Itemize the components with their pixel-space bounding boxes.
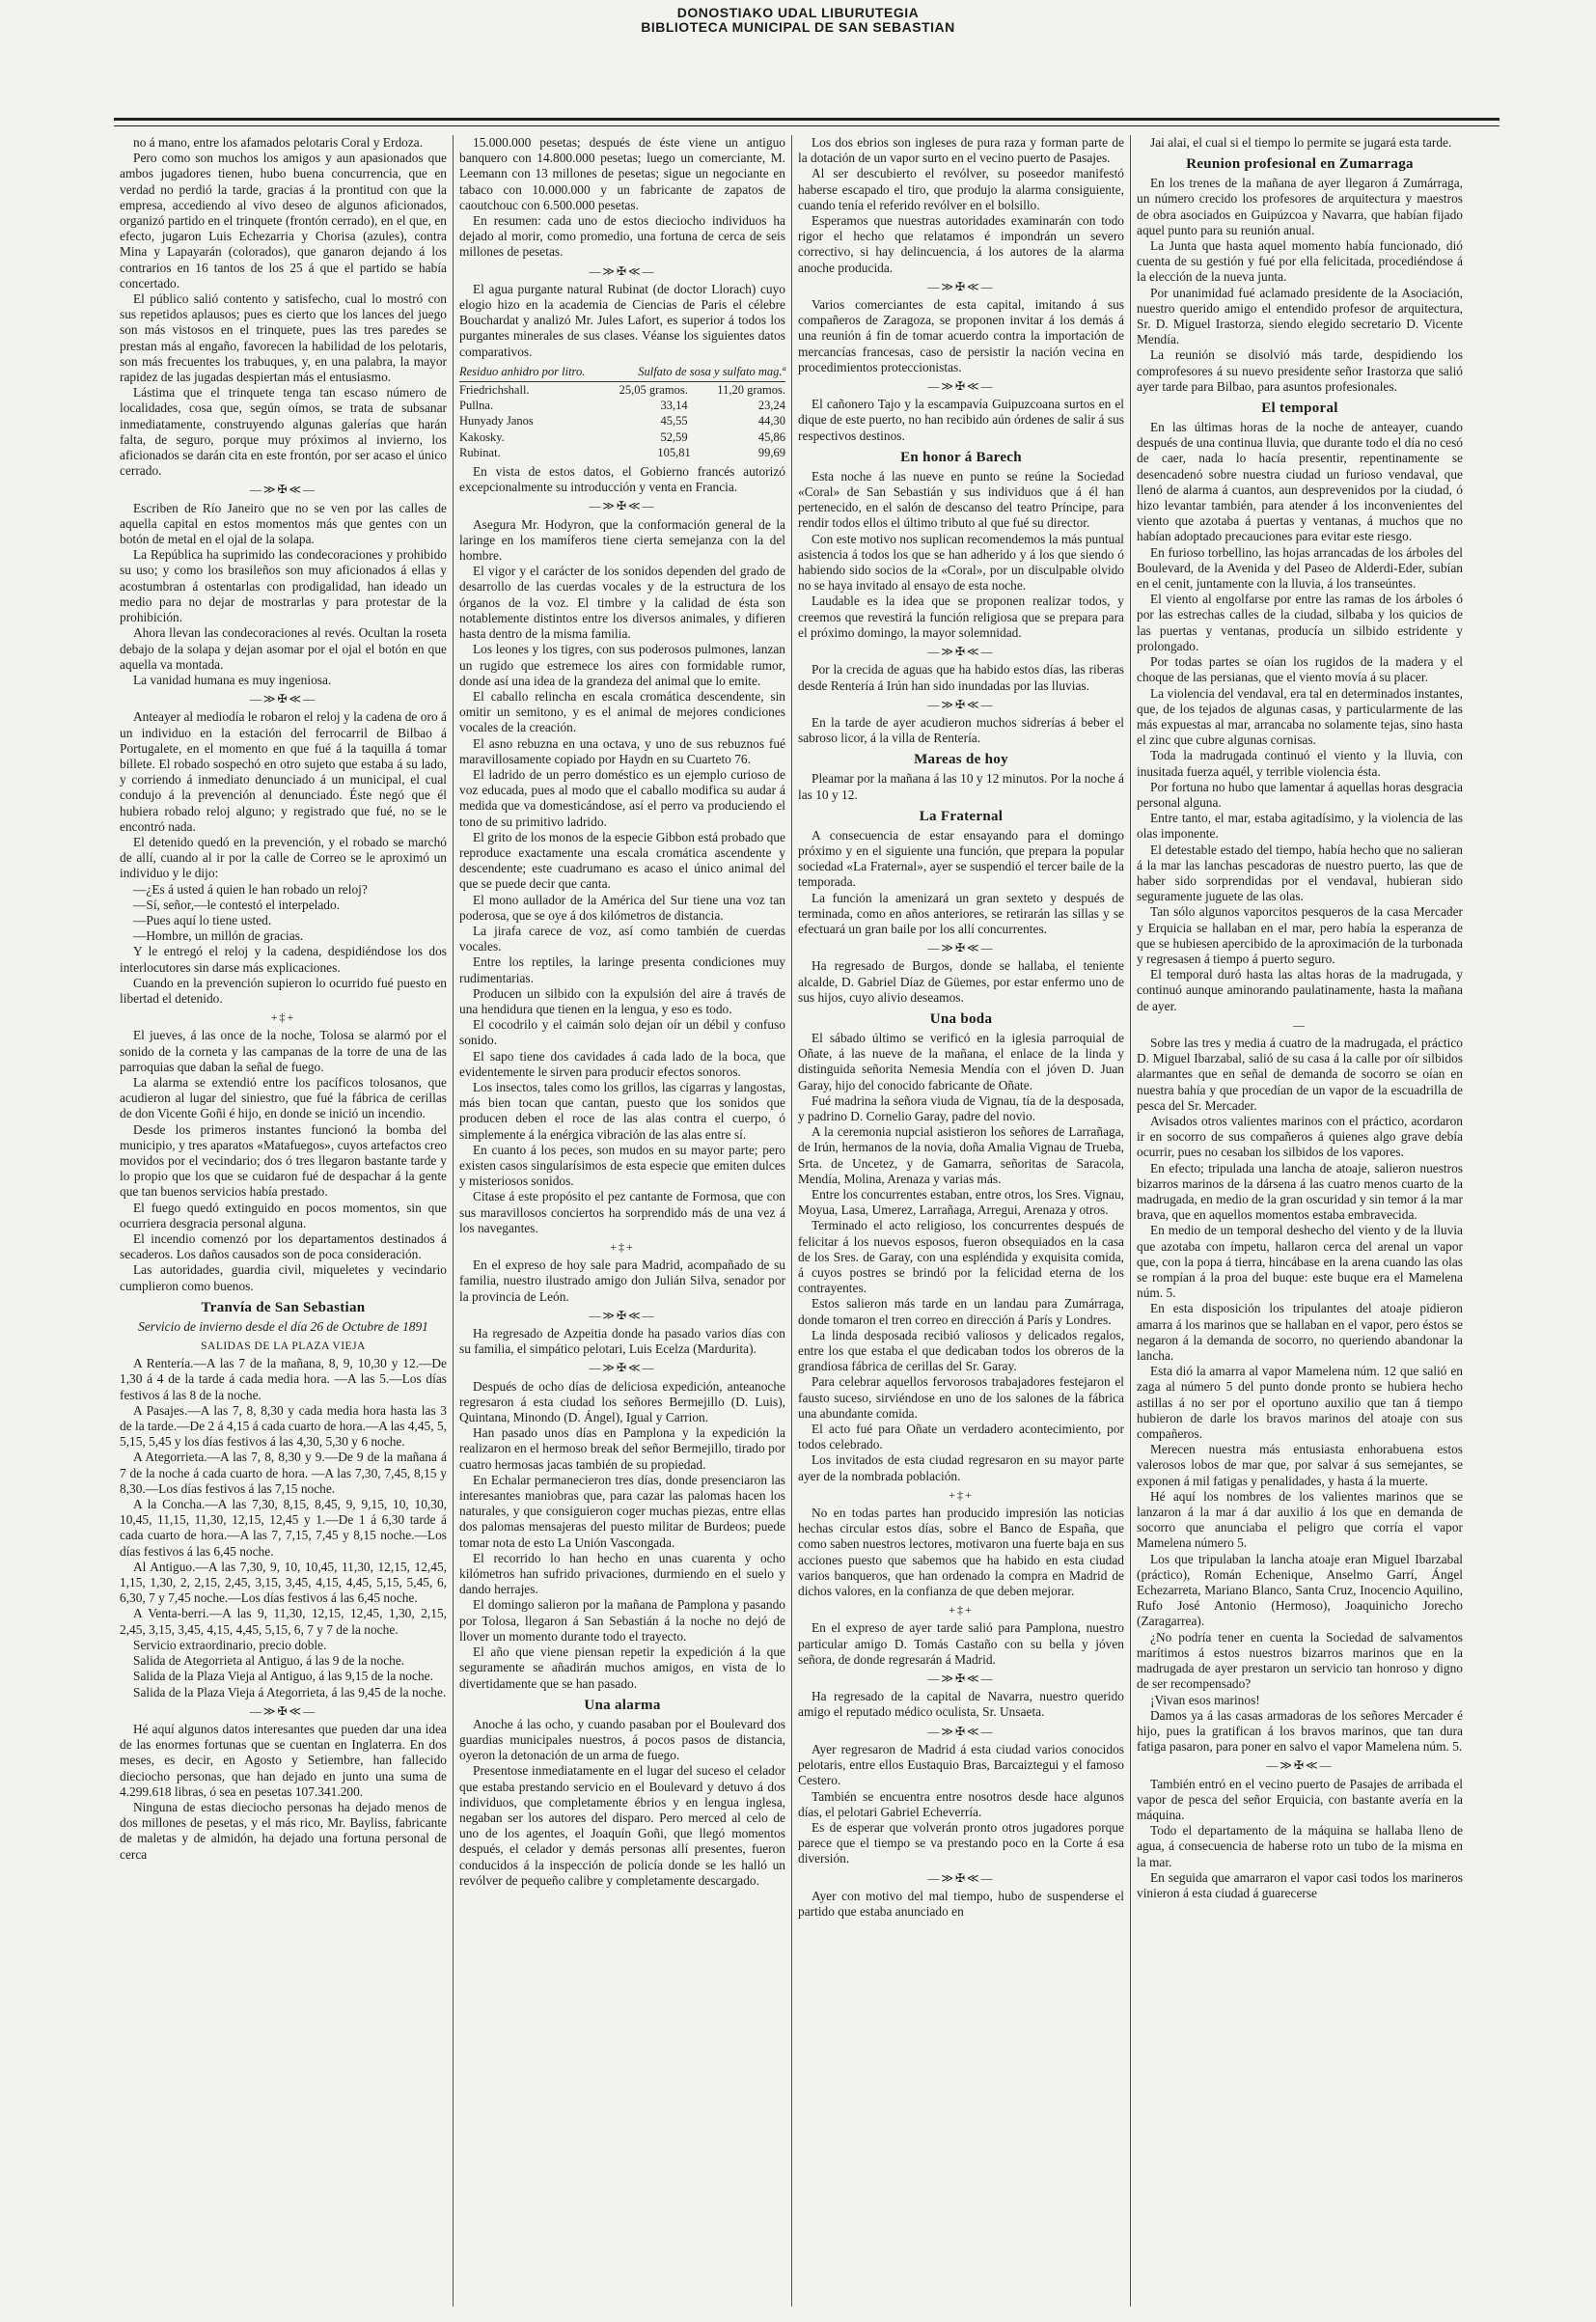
ornament-separator: —≫✠≪— xyxy=(927,379,995,394)
mineral-water-table xyxy=(459,364,785,460)
table-cell: 44,30 xyxy=(757,414,785,428)
ornament-separator: —≫✠≪— xyxy=(927,1672,995,1686)
paragraph: Asegura Mr. Hodyron, que la conformación general de la laringe en los mamíferos tiene cierta semejanza con la del hombre. xyxy=(459,516,785,564)
section-heading: Reunion profesional en Zumarraga xyxy=(1186,156,1414,173)
table-row xyxy=(459,445,785,460)
section-subheading: Servicio de invierno desde el día 26 de Octubre de 1891 xyxy=(138,1318,428,1334)
ornament-separator: —≫✠≪— xyxy=(927,279,995,293)
paragraph: El sapo tiene dos cavidades á cada lado de la boca, que evidentemente le sirven para producir efectos sonoros. xyxy=(459,1048,785,1079)
paragraph: Ha regresado de Burgos, donde se hallaba, el teniente alcalde, D. Gabriel Díaz de Güemes, por estar enfermo uno de sus hijos, cuyo alivio deseamos. xyxy=(798,958,1124,1005)
paragraph: No en todas partes han producido impresión las noticias hechas circular estos días, sobre el Banco de España, que como saben nuestros lectores, motivaron una fuerte baja en sus acciones puesto que sabemos que ha habido en esta ciudad varios banqueros, que han ordenado la compra en Madrid de dichos valores, en la confianza de que deben mejorar. xyxy=(798,1506,1124,1599)
table-row xyxy=(459,413,785,428)
ornament-separator: +‡+ xyxy=(949,1603,974,1617)
paragraph: La vanidad humana es muy ingeniosa. xyxy=(133,672,332,687)
paragraph: ¡Vivan esos marinos! xyxy=(1150,1692,1260,1707)
paragraph: Por todas partes se oían los rugidos de la madera y el choque de las persianas, que el viento movía á su placer. xyxy=(1137,654,1463,685)
column-4 xyxy=(1130,135,1469,2307)
table-cell: Hunyady Janos xyxy=(459,414,534,428)
paragraph: El acto fué para Oñate un verdadero acontecimiento, por todos celebrado. xyxy=(798,1422,1124,1452)
paragraph: Damos ya á las casas armadoras de los señores Mercader é hijo, pues la gratifican á los bravos marinos, que tan dura fatiga pasaron, para poner en salvo el vapor Mamelena núm. 5. xyxy=(1137,1707,1463,1755)
table-header-right: Sulfato de sosa y sulfato mag.ª xyxy=(638,364,785,378)
column-2 xyxy=(453,135,791,2307)
paragraph: El ladrido de un perro doméstico es un ejemplo curioso de voz educada, pues al modo que el caballo modifica su audar á medida que va domesticándose, así el perro va produciendo el tono de su primitivo ladrido. xyxy=(459,766,785,829)
table-cell: 45,86 xyxy=(757,429,785,444)
table-cell: 105,81 xyxy=(657,445,691,459)
paragraph: Tan sólo algunos vaporcitos pesqueros de la casa Mercader y Erquicia se hallaban en el mar, pero había la esperanza de que se hubiesen apercibido de la aproximación de la turbonada y regresasen á tiempo á puerto seguro. xyxy=(1137,904,1463,966)
table-cell: 99,69 xyxy=(757,445,785,459)
paragraph: La República ha suprimido las condecoraciones y prohibido su uso; y como los brasileños son muy aficionados á ellas y acostumbran á ostentarlas con prodigalidad, han ideado un medio para no dejar de mostrarlas y para protestar de la prohibición. xyxy=(120,547,447,625)
ornament-separator: —≫✠≪— xyxy=(249,1703,317,1718)
timetable-entry: A Rentería.—A las 7 de la mañana, 8, 9, 10,30 y 12.—De 1,30 á 4 de la tarde á cada media hora. —A las 5.—Los días festivos á las 8 de la noche. xyxy=(120,1356,447,1402)
ornament-separator: +‡+ xyxy=(270,1010,296,1025)
archive-stamp-line-1: DONOSTIAKO UDAL LIBURUTEGIA xyxy=(676,5,920,20)
ornament-separator: —≫✠≪— xyxy=(1266,1758,1334,1773)
paragraph: El agua purgante natural Rubinat (de doctor Llorach) cuyo elogio hizo en la academia de Ciencias de Paris el célebre Bouchardat y analizó Mr. Jules Lafort, es superior á todos los purgantes minerales de sus clases. Véanse los siguientes datos comparativos. xyxy=(459,281,785,359)
timetable-caption: SALIDAS DE LA PLAZA VIEJA xyxy=(201,1341,366,1353)
paragraph: En Echalar permanecieron tres días, donde presenciaron las interesantes maniobras que, para cazar las palomas hacen los naturales, y que consiguieron coger muchas piezas, entre ellas dos palomas mensajeras del puesto militar de Burdeos; puede tomar nota de esto La Unión Vascongada. xyxy=(459,1472,785,1550)
paragraph: La Junta que hasta aquel momento había funcionado, dió cuenta de su gestión y fué por ella felicitada, procediéndose á la elección de la nueva junta. xyxy=(1137,238,1463,285)
paragraph: El mono aullador de la América del Sur tiene una voz tan poderosa, que se oye á dos kilómetros de distancia. xyxy=(459,892,785,923)
paragraph: En esta disposición los tripulantes del atoaje pidieron amarra á los marinos que se hallaban en el vapor, pero éstos se negaron á la demanda de socorro, no queriendo abandonar la lancha. xyxy=(1137,1301,1463,1364)
paragraph: El domingo salieron por la mañana de Pamplona y pasando por Tolosa, llegaron á San Sebastián á la noche no dejó de llover un momento durante todo el trayecto. xyxy=(459,1597,785,1644)
paragraph: El año que viene piensan repetir la expedición á la que seguramente se añadirán muchos amigos, en vista de lo divertidamente que se han pasado. xyxy=(459,1645,785,1691)
paragraph: La alarma se extendió entre los pacíficos tolosanos, que acudieron al lugar del siniestro, que fué la fábrica de cerillas de don Vicente Goñi é hijo, en donde se inició un incendio. xyxy=(120,1074,447,1121)
table-cell: Friedrichshall. xyxy=(459,383,530,398)
paragraph: Presentose inmediatamente en el lugar del suceso el celador que estaba prestando servicio en el Boulevard y detuvo á dos individuos, que completamente ébrios y en lengua inglesa, negaban ser los autores del disparo. Pero merced al celo de uno de los agentes, el Joaquín Goñi, que llegó momentos después, el celador y demás personas allí presentes, fueron conducidos á la inspección de policía donde se les halló un revólver de pequeño calibre y completamente descargado. xyxy=(459,1763,785,1888)
section-heading: Mareas de hoy xyxy=(914,752,1008,768)
paragraph: En el expreso de ayer tarde salió para Pamplona, nuestro particular amigo D. Tomás Castaño con su bella y jóven señora, de donde regresarán á Madrid. xyxy=(798,1620,1124,1667)
timetable-entry: A Venta-berri.—A las 9, 11,30, 12,15, 12,45, 1,30, 2,15, 2,45, 3,15, 3,45, 4,15, 4,45, 5,15, 6, 7 y 7 de la noche. xyxy=(120,1606,447,1637)
paragraph: Hé aquí algunos datos interesantes que pueden dar una idea de las enormes fortunas que se cuentan en Inglaterra. En dos meses, es decir, en Agosto y Setiembre, han fallecido dieciocho personas, que han dejado en junto una suma de 4.299.618 libras, ó sea en pesetas 107.341.200. xyxy=(120,1721,447,1799)
paragraph: El temporal duró hasta las altas horas de la madrugada, y continuó aunque aminorando paulatinamente, hasta la mañana de ayer. xyxy=(1137,967,1463,1013)
paragraph: Lástima que el trinquete tenga tan escaso número de localidades, cosa que, según oímos, se trata de subsanar inmediatamente, construyendo algunas galerías que harán falta, de seguro, porque muy próximos al invierno, los aficionados se darán cita en este frontón, por ser acaso el único cerrado. xyxy=(120,385,447,479)
table-cell: 25,05 gramos. xyxy=(619,383,688,398)
table-row xyxy=(459,382,785,398)
paragraph: Los dos ebrios son ingleses de pura raza y forman parte de la dotación de un vapor surto en el vecino puerto de Pasajes. xyxy=(798,135,1124,166)
paragraph: Entre tanto, el mar, estaba agitadísimo, y la violencia de las olas imponente. xyxy=(1137,811,1463,842)
paragraph: En las últimas horas de la noche de anteayer, cuando después de una continua lluvia, que durante todo el día no cesó de caer, nada lo hacía presentir, repentinamente se desencadenó sobre nuestra ciudad un furioso vendaval, que llenó de alarma á cuantos, aun desprevenidos por la ciudad, ó hizo levantar también, para atender á los inconvenientes del viento que azotaba á puertas y ventanas, á muchos que no habían adoptado precauciones para evitar este riesgo. xyxy=(1137,420,1463,544)
timetable-entry: Salida de la Plaza Vieja al Antiguo, á las 9,15 de la noche. xyxy=(133,1669,433,1684)
section-heading: Una alarma xyxy=(584,1697,661,1713)
table-cell: Pullna. xyxy=(459,399,494,413)
paragraph: Los insectos, tales como los grillos, las cigarras y langostas, más bien tocan que cantan, puesto que los sonidos que producen deben el roce de las alas contra el cuerpo, ó simplemente á la enérgica vibración de las alas entre sí. xyxy=(459,1079,785,1142)
paragraph: Para celebrar aquellos fervorosos trabajadores festejaron el fausto suceso, sirviéndose en uno de los salones de la fábrica una abundante comida. xyxy=(798,1374,1124,1421)
paragraph: En cuanto á los peces, son mudos en su mayor parte; pero existen casos singularísimos de esta especie que emiten dulces y misteriosos sonidos. xyxy=(459,1142,785,1189)
table-cell: 52,59 xyxy=(660,429,688,444)
paragraph: Pero como son muchos los amigos y aun apasionados que ambos jugadores tienen, hubo buena concurrencia, que en verdad no perdió la tarde, gracias á la prontitud con que la empresa, accediendo al vivo deseo de algunos aficionados, organizó partido en el trinquete (frontón cerrado), en el que, en efecto, jugaron Luis Echezarria y Chorisa (azules), contra Mina y Lapayarán (colorados), que ganaron dejando á los contrarios en 16 tantos de los 25 á que el partido se había concertado. xyxy=(120,151,447,290)
ornament-separator: —≫✠≪— xyxy=(589,499,656,513)
paragraph: Hé aquí los nombres de los valientes marinos que se lanzaron á la mar á dar auxilio á los que en demanda de socorro que anunciaba el peligro que corría el vapor Mamelena número 5. xyxy=(1137,1488,1463,1551)
paragraph: Ninguna de estas dieciocho personas ha dejado menos de dos millones de pesetas, y el más rico, Mr. Bayliss, fabricante de maletas y de almidón, ha dejado una fortuna personal de cerca xyxy=(120,1799,447,1862)
paragraph: Fué madrina la señora viuda de Vignau, tía de la desposada, y padrino D. Cornelio Garay, padre del novio. xyxy=(798,1092,1124,1123)
table-row xyxy=(459,398,785,413)
paragraph: En efecto; tripulada una lancha de atoaje, salieron nuestros bizarros marinos de la dársena á las cuatro menos cuarto de la madrugada, en medio de la gran oscuridad y sin temor á la mar brava, que en aquellos momentos estaba embravecida. xyxy=(1137,1160,1463,1223)
paragraph: La función la amenizará un gran sexteto y después de terminada, como en años anteriores, se retirarán las sillas y se efectuará un gran baile por los allí concurrentes. xyxy=(798,890,1124,936)
ornament-separator: —≫✠≪— xyxy=(927,1870,995,1885)
section-heading: Tranvía de San Sebastian xyxy=(201,1299,366,1315)
paragraph: Sobre las tres y media á cuatro de la madrugada, el práctico D. Miguel Ibarzabal, salió de su casa á la calle por oír silbidos alarmantes que en señal de demanda de socorro se oían en nuestra bahía y que procedían de un vapor de la escuadrilla de pesca del Sr. Mercader. xyxy=(1137,1035,1463,1113)
archive-stamp-line-2: BIBLIOTECA MUNICIPAL DE SAN SEBASTIAN xyxy=(641,19,955,35)
ornament-separator: — xyxy=(1293,1017,1307,1032)
header-rule-thin xyxy=(114,125,1500,126)
paragraph: El detestable estado del tiempo, había hecho que no salieran á la mar las lanchas pescadoras de nuestro puerto, las que de haber sido sorprendidas por el vendaval, hubieran sido seguramente juguete de las olas. xyxy=(1137,842,1463,904)
paragraph: El viento al engolfarse por entre las ramas de los árboles ó por las estrechas calles de la ciudad, silbaba y los quicios de las puertas y ventanas, producía un silbido estridente y prolongado. xyxy=(1137,592,1463,653)
paragraph: El caballo relincha en escala cromática descendente, sin omitir un semitono, y es el animal de mejores condiciones vocales de la creación. xyxy=(459,688,785,735)
paragraph: Los invitados de esta ciudad regresaron en su mayor parte ayer de la nombrada población. xyxy=(798,1452,1124,1483)
ornament-separator: —≫✠≪— xyxy=(927,941,995,955)
section-heading: El temporal xyxy=(1261,401,1338,417)
paragraph: El recorrido lo han hecho en unas cuarenta y ocho kilómetros han sufrido privaciones, durmiendo en el suelo y dando herrajes. xyxy=(459,1550,785,1597)
section-heading: La Fraternal xyxy=(919,808,1004,824)
paragraph: El fuego quedó extinguido en pocos momentos, sin que ocurriera desgracia personal alguna. xyxy=(120,1200,447,1230)
table-header xyxy=(459,364,785,382)
paragraph: Ha regresado de Azpeitia donde ha pasado varios días con su familia, el simpático pelotari, Luis Ecelza (Mardurita). xyxy=(459,1326,785,1357)
paragraph: También se encuentra entre nosotros desde hace algunos días, el pelotari Gabriel Echeverría. xyxy=(798,1788,1124,1819)
paragraph: En medio de un temporal deshecho del viento y de la lluvia que azotaba con ímpetu, hallaron cerca del arenal un vapor que, con la popa á tierra, hincábase en la arena cuando las olas se rompían á la proa del buque: este buque era el Mamelena núm. 5. xyxy=(1137,1223,1463,1301)
paragraph: Ayer regresaron de Madrid á esta ciudad varios conocidos pelotaris, entre ellos Eustaquio Bras, Barcaiztegui y el famoso Cestero. xyxy=(798,1741,1124,1788)
paragraph: Todo el departamento de la máquina se hallaba lleno de agua, á consecuencia de haberse roto un tubo de la misma en la mar. xyxy=(1137,1823,1463,1869)
paragraph: Entre los concurrentes estaban, entre otros, los Sres. Vignau, Moyua, Lasa, Umerez, Larrañaga, Arregui, Arenaza y otros. xyxy=(798,1186,1124,1218)
paragraph: El grito de los monos de la especie Gibbon está probado que reproduce exactamente una escala cromática ascendente y descendente; este cuadrumano es acaso el único animal del que se puede decir que canta. xyxy=(459,829,785,892)
paragraph: A consecuencia de estar ensayando para el domingo próximo y en el siguiente una función, que prepara la popular sociedad «La Fraternal», ayer se suspendió el tercer baile de la temporada. xyxy=(798,827,1124,890)
ornament-separator: —≫✠≪— xyxy=(589,263,656,278)
paragraph: El incendio comenzó por los departamentos destinados á secaderos. Los daños causados son de poca consideración. xyxy=(120,1231,447,1262)
paragraph: El asno rebuzna en una octava, y uno de sus rebuznos fué maravillosamente copiado por Haydn en su Cuarteto 76. xyxy=(459,735,785,766)
column-1 xyxy=(114,135,453,2307)
table-cell: Kakosky. xyxy=(459,429,505,444)
paragraph: Con este motivo nos suplican recomendemos la más puntual asistencia á todos los que se han adherido y á los que siendo ó habiendo sido socios de la «Coral», por un disculpable olvido no se haya invitado al ensayo de esta noche. xyxy=(798,531,1124,594)
paragraph: Desde los primeros instantes funcionó la bomba del municipio, y tres aparatos «Matafuegos», cuyos artefactos creo movidos por el vecindario; dos ó tres llegaron bastante tarde y lo propio que los que se cuidaron fué de despachar á la gente que tan buenos servicios había prestado. xyxy=(120,1121,447,1200)
paragraph: Han pasado unos días en Pamplona y la expedición la realizaron en el hermoso break del señor Bermejillo, tirado por cuatro hermosas jacas también de su propiedad. xyxy=(459,1425,785,1472)
paragraph: En vista de estos datos, el Gobierno francés autorizó excepcionalmente su introducción y venta en Francia. xyxy=(459,464,785,495)
paragraph: El jueves, á las once de la noche, Tolosa se alarmó por el sonido de la corneta y las campanas de la torre de una de las parroquias que daban la señal de fuego. xyxy=(120,1028,447,1074)
paragraph: Esta noche á las nueve en punto se reúne la Sociedad «Coral» de San Sebastián y sus individuos que á él han pertenecido, en el salón de descanso del teatro Príncipe, para rendir todos ellos el último tributo al que fué su director. xyxy=(798,468,1124,531)
paragraph: Entre los reptiles, la laringe presenta condiciones muy rudimentarias. xyxy=(459,954,785,985)
paragraph: Varios comerciantes de esta capital, imitando á sus compañeros de Zaragoza, se proponen invitar á los demás á una reunión á fin de tomar acuerdo contra la importación de mercancías francesas, caso de persistir la nación vecina en procedimientos proteccionistas. xyxy=(798,297,1124,374)
timetable-entry: Salida de la Plaza Vieja á Ategorrieta, á las 9,45 de la noche. xyxy=(133,1684,447,1700)
timetable-entry: Salida de Ategorrieta al Antiguo, á las 9 de la noche. xyxy=(133,1653,405,1669)
paragraph: Ayer con motivo del mal tiempo, hubo de suspenderse el partido que estaba anunciado en xyxy=(798,1888,1124,1919)
paragraph: Y le entregó el reloj y la cadena, despidiéndose los dos interlocutores sin darse más explicaciones. xyxy=(120,944,447,975)
paragraph: Ahora llevan las condecoraciones al revés. Ocultan la roseta debajo de la solapa y dejan asomar por el ojal el botón en que aquella va montada. xyxy=(120,625,447,672)
ornament-separator: +‡+ xyxy=(610,1240,635,1255)
paragraph: Pleamar por la mañana á las 10 y 12 minutos. Por la noche á las 10 y 12. xyxy=(798,771,1124,802)
ornament-separator: +‡+ xyxy=(949,1487,974,1502)
table-cell: Rubinat. xyxy=(459,445,501,459)
table-cell: 45,55 xyxy=(660,414,688,428)
table-header-left: Residuo anhidro por litro. xyxy=(459,364,586,378)
paragraph: En resumen: cada uno de estos dieciocho individuos ha dejado al morir, como promedio, una fortuna de cerca de seis millones de pesetas. xyxy=(459,213,785,260)
timetable-entry: A Ategorrieta.—A las 7, 8, 8,30 y 9.—De 9 de la mañana á 7 de la noche á cada cuarto de hora. —A las 7,30, 7,45, 8,15 y 8,30.—Los días festivos á las 7,15 noche. xyxy=(120,1450,447,1496)
ornament-separator: —≫✠≪— xyxy=(249,483,317,497)
newspaper-page xyxy=(114,135,1500,2307)
paragraph: Merecen nuestra más entusiasta enhorabuena estos valerosos lobos de mar que, por salvar á sus semejantes, se exponen á mil fatigas y penalidades, y hasta á la muerte. xyxy=(1137,1442,1463,1488)
paragraph: El cocodrilo y el caimán solo dejan oír un débil y confuso sonido. xyxy=(459,1017,785,1048)
paragraph: Por fortuna no hubo que lamentar á aquellas horas desgracia personal alguna. xyxy=(1137,779,1463,810)
paragraph: El cañonero Tajo y la escampavía Guipuzcoana surtos en el dique de este puerto, no han recibido aún órdenes de salir á sus respectivos destinos. xyxy=(798,397,1124,443)
paragraph: Por unanimidad fué aclamado presidente de la Asociación, nuestro querido amigo el entendido profesor de arquitectura, Sr. D. Miguel Irastorza, siendo elegido secretario D. Vicente Mendía. xyxy=(1137,285,1463,347)
paragraph: A la ceremonia nupcial asistieron los señores de Larrañaga, de Irún, hermanos de la novia, doña Amalia Vignau de Trueba, Srta. de Uncetez, y de Gamarra, señoritas de Saracola, Mendía, Molina, Arenaza y varias más. xyxy=(798,1124,1124,1186)
table-cell: 33,14 xyxy=(660,399,688,413)
ornament-separator: —≫✠≪— xyxy=(927,697,995,711)
paragraph: El detenido quedó en la prevención, y el robado se marchó de allí, cuando al ir por la calle de Correo se le aproximó un individuo y le dijo: xyxy=(120,834,447,881)
paragraph: En el expreso de hoy sale para Madrid, acompañado de su familia, nuestro ilustrado amigo don Julián Silva, senador por la provincia de León. xyxy=(459,1258,785,1304)
paragraph: Escriben de Río Janeiro que no se ven por las calles de aquella capital en estos momentos más que gentes con un botón de metal en el ojal de la solapa. xyxy=(120,500,447,547)
archive-stamp xyxy=(0,6,1596,35)
paragraph: Ha regresado de la capital de Navarra, nuestro querido amigo el reputado médico oculista, Sr. Unsaeta. xyxy=(798,1689,1124,1720)
paragraph: En los trenes de la mañana de ayer llegaron á Zumárraga, un número crecido los profesores de arquitectura y maestros de obra asociados en Guipúzcoa y Navarra, que habían fijado aquel punto para su reunión anual. xyxy=(1137,176,1463,237)
paragraph: El público salió contento y satisfecho, cual lo mostró con sus repetidos aplausos; pues es cierto que los lances del juego son más vistosos en el trinquete, pues las tres paredes se prestan más al engaño, favorecen la habilidad de los pelotaris, son más frecuentes los trabuques, y, en una palabra, la mayor rapidez de las jugadas despiertan más el entusiasmo. xyxy=(120,291,447,385)
paragraph: Es de esperar que volverán pronto otros jugadores porque parece que el tiempo se va prestando poco en la Corte á esa diversión. xyxy=(798,1819,1124,1866)
paragraph: La violencia del vendaval, era tal en determinados instantes, que, de los tejados de algunas casas, y particularmente de las más expuestas al mar, arrancaba no solamente tejas, sino hasta el zinc que cubre algunas cornisas. xyxy=(1137,685,1463,748)
paragraph: —Hombre, un millón de gracias. xyxy=(133,928,304,944)
section-heading: Una boda xyxy=(929,1010,993,1027)
table-cell: 23,24 xyxy=(757,399,785,413)
paragraph: —Pues aquí lo tiene usted. xyxy=(133,912,272,927)
paragraph: Anoche á las ocho, y cuando pasaban por el Boulevard dos guardias municipales nuestros, á pocos pasos de distancia, oyeron la detonación de un arma de fuego. xyxy=(459,1716,785,1763)
ornament-separator: —≫✠≪— xyxy=(589,1308,656,1322)
paragraph: Esta dió la amarra al vapor Mamelena núm. 12 que salió en zaga al número 5 del punto donde pronto se hubiera hecho astillas á no ser por el oportuno auxilio que tan á tiempo hubieron de darle los bravos marinos del atoaje con sus compañeros. xyxy=(1137,1364,1463,1442)
paragraph: Los que tripulaban la lancha atoaje eran Miguel Ibarzabal (práctico), Román Echenique, Anselmo Garrí, Ángel Echezarreta, Mariano Blanco, Santa Cruz, Inocencio Aquilino, Rufo José Antonio (Hermoso), Joaquinicho Jorecho (Zaragarrea). xyxy=(1137,1551,1463,1629)
paragraph: Laudable es la idea que se proponen realizar todos, y creemos que revestirá la función religiosa que se prepara para el próximo domingo, la mayor solemnidad. xyxy=(798,594,1124,640)
paragraph: ¿No podría tener en cuenta la Sociedad de salvamentos marítimos á estos nuestros bizarros marinos que en la madrugada de ayer prestaron un servicio tan honroso y digno de ser recompensado? xyxy=(1137,1629,1463,1692)
paragraph: La jirafa carece de voz, así como también de cuerdas vocales. xyxy=(459,923,785,954)
paragraph: Citase á este propósito el pez cantante de Formosa, que con sus maravillosos conciertos ha sorprendido más de una vez á los navegantes. xyxy=(459,1189,785,1235)
table-row xyxy=(459,429,785,445)
paragraph: El vigor y el carácter de los sonidos dependen del grado de desarrollo de las cuerdas vocales y de la estructura de los órganos de la voz. El timbre y la calidad de ésta son notablemente distintos entre los diversos animales, y difieren hasta dentro de la misma familia. xyxy=(459,564,785,642)
column-3 xyxy=(791,135,1130,2307)
ornament-separator: —≫✠≪— xyxy=(927,1724,995,1738)
paragraph: Producen un silbido con la expulsión del aire á través de una hendidura que tienen en la lengua, y eso es todo. xyxy=(459,985,785,1016)
paragraph: También entró en el vecino puerto de Pasajes de arribada el vapor de pesca del señor Erquicia, con bastante avería en la máquina. xyxy=(1137,1776,1463,1822)
section-heading: En honor á Barech xyxy=(900,449,1022,465)
paragraph: En furioso torbellino, las hojas arrancadas de los árboles del Boulevard, de la Avenida y del Paseo de Alderdi-Eder, subían en el cenit, juntamente con la lluvia, á los transeúntes. xyxy=(1137,544,1463,592)
paragraph: 15.000.000 pesetas; después de éste viene un antiguo banquero con 14.800.000 pesetas; luego un comerciante, M. Leemann con 13 millones de pesetas; sigue un negociante en tabaco con 10.000.000 y un fabricante de zapatos de caoutchouc con 6.500.000 pesetas. xyxy=(459,135,785,212)
paragraph: Jai alai, el cual si el tiempo lo permite se jugará esta tarde. xyxy=(1150,135,1452,150)
timetable-entry: A Pasajes.—A las 7, 8, 8,30 y cada media hora hasta las 3 de la tarde.—De 2 á 4,15 á cada cuarto de hora.—A las 4,45, 5, 5,15, 5,45 y los días festivos á las 4,30, 5,30 y 6 noche. xyxy=(120,1402,447,1450)
paragraph: La reunión se disolvió más tarde, despidiendo los comprofesores á su nuevo presidente señor Irastorza que salió ayer tarde para Bilbao, para asuntos profesionales. xyxy=(1137,347,1463,394)
header-rule-thick xyxy=(114,118,1500,121)
paragraph: Toda la madrugada continuó el viento y la lluvia, con inusitada fuerza aquél, y terrible violencia ésta. xyxy=(1137,748,1463,779)
paragraph: Estos salieron más tarde en un landau para Zumárraga, donde tomaron el tren correo en dirección á París y Londres. xyxy=(798,1296,1124,1327)
paragraph: —Sí, señor,—le contestó el interpelado. xyxy=(133,897,341,912)
paragraph: Los leones y los tigres, con sus poderosos pulmones, lanzan un rugido que estremece los aires con formidable rumor, donde así una idea de la grandeza del animal que lo emite. xyxy=(459,642,785,688)
paragraph: no á mano, entre los afamados pelotaris Coral y Erdoza. xyxy=(133,135,424,150)
timetable-entry: A la Concha.—A las 7,30, 8,15, 8,45, 9, 9,15, 10, 10,30, 10,45, 11,15, 11,30, 12,15, 12,45 y 1.—De 1 á 6,30 tarde á cada cuarto de hora.—A las 7, 7,15, 7,45 y 8,15 noche.—Los días festivos á las 6,45 noche. xyxy=(120,1497,447,1559)
paragraph: Al ser descubierto el revólver, su poseedor manifestó haberse escapado el tiro, que produjo la alarma consiguiente, cuando tenía el referido revólver en el bolsillo. xyxy=(798,166,1124,212)
paragraph: La linda desposada recibió valiosos y delicados regalos, entre los que estaba el que dedicaban todos los obreros de la grandiosa fábrica de cerillas del Sr. Garay. xyxy=(798,1327,1124,1374)
ornament-separator: —≫✠≪— xyxy=(249,692,317,706)
paragraph: Cuando en la prevención supieron lo ocurrido fué puesto en libertad el detenido. xyxy=(120,975,447,1006)
paragraph: Avisados otros valientes marinos con el práctico, acordaron ir en socorro de sus compañeros á quienes algo grave debía ocurrir, pues no cesaban los silbidos de los vapores. xyxy=(1137,1113,1463,1160)
timetable-entry: Al Antiguo.—A las 7,30, 9, 10, 10,45, 11,30, 12,15, 12,45, 1,15, 1,30, 2, 2,15, 2,45, 3,15, 3,45, 4,15, 4,45, 5,15, 5,45, 6, 6,30, 7 y 7,45 noche.—Los días festivos á las 6,45 noche. xyxy=(120,1559,447,1606)
paragraph: Terminado el acto religioso, los concurrentes después de felicitar á los nuevos esposos, fueron obsequiados en la casa de los Sres. de Garay, con una espléndida y exquisita comida, á cuyos postres se brindó por la felicidad eterna de los contrayentes. xyxy=(798,1218,1124,1296)
paragraph: En la tarde de ayer acudieron muchos sidrerías á beber el sabroso licor, á la villa de Rentería. xyxy=(798,714,1124,746)
paragraph: —¿Es á usted á quien le han robado un reloj? xyxy=(133,881,368,897)
paragraph: Esperamos que nuestras autoridades examinarán con todo rigor el hecho que relatamos é impondrán un severo correctivo, si hay delincuencia, á los autores de la alarma anoche producida. xyxy=(798,213,1124,275)
paragraph: En seguida que amarraron el vapor casi todos los marineros vinieron á esta ciudad á guarecerse xyxy=(1137,1869,1463,1900)
paragraph: Por la crecida de aguas que ha habido estos días, las riberas desde Rentería á Irún han sido inundadas por las lluvias. xyxy=(798,662,1124,693)
paragraph: Después de ocho días de deliciosa expedición, anteanoche regresaron á esta ciudad los señores Bermejillo (D. Luis), Quintana, Minondo (D. Ángel), Igual y Carrion. xyxy=(459,1378,785,1425)
paragraph: Anteayer al mediodía le robaron el reloj y la cadena de oro á un individuo en la estación del ferrocarril de Bilbao á Portugalete, en el momento en que fué á la taquilla á tomar billete. El robado sospechó en otro sujeto que estaba á su lado, y corriendo á inmediato denunciado á un municipal, el cual condujo á la prevención al denunciado. Éste negó que él hubiera robado reloj alguno; y registrado que fué, no se le encontró nada. xyxy=(120,709,447,834)
table-cell: 11,20 gramos. xyxy=(717,383,785,398)
timetable-entry: Servicio extraordinario, precio doble. xyxy=(133,1637,327,1652)
paragraph: Las autoridades, guardia civil, miqueletes y vecindario cumplieron como buenos. xyxy=(120,1262,447,1293)
ornament-separator: —≫✠≪— xyxy=(589,1361,656,1375)
paragraph: El sábado último se verificó en la iglesia parroquial de Oñate, á las nueve de la mañana, el enlace de la linda y distinguida señorita Nemesia Mendía con el jóven D. Juan Garay, hijo del conocido fabricante de Oñate. xyxy=(798,1030,1124,1092)
ornament-separator: —≫✠≪— xyxy=(927,645,995,659)
